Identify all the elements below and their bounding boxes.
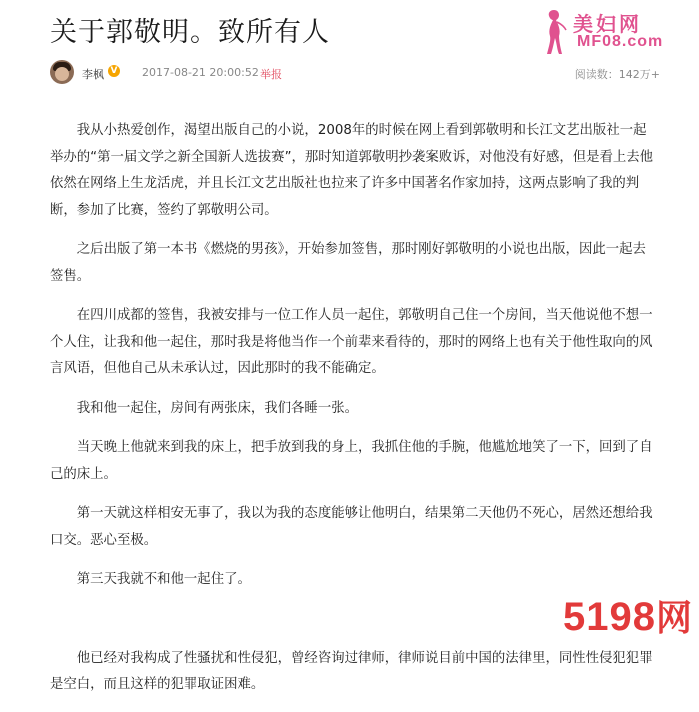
logo-en-text: MF08.com [577,33,664,50]
publish-date: 2017-08-21 20:00:52 [142,66,259,79]
article-title: 关于郭敬明。致所有人 [50,17,330,48]
paragraph: 他已经对我构成了性骚扰和性侵犯，曾经咨询过律师，律师说目前中国的法律里，同性性侵犯犯罪是空白，而且这样的犯罪取证困难。 [50,650,653,692]
article-meta [50,60,660,86]
avatar[interactable] [50,60,74,84]
site-logo [537,6,687,58]
verified-badge-icon: V [108,65,120,77]
read-count-label: 阅读数： [574,68,619,81]
watermark-number: 5198 [563,595,656,639]
paragraph: 之后出版了第一本书《燃烧的男孩》，开始参加签售，那时刚好郭敬明的小说也出版，因此一起去签售。 [50,242,646,284]
watermark-logo [563,590,693,641]
watermark-char: 网 [655,597,693,638]
woman-silhouette-icon [537,6,571,58]
paragraph: 当天晚上他就来到我的床上，把手放到我的身上，我抓住他的手腕，他尴尬地笑了一下，回到了自己的床上。 [50,440,653,482]
logo-cn-text: 美妇网 [573,12,642,36]
paragraph: 第一天就这样相安无事了，我以为我的态度能够让他明白，结果第二天他仍不死心，居然还想给我口交。恶心至极。 [50,506,653,548]
read-count-value: 142万+ [618,68,660,81]
paragraph: 第三天我就不和他一起住了。 [76,572,251,587]
author-name[interactable]: 李枫 [82,68,104,81]
paragraph: 我和他一起住，房间有两张床，我们各睡一张。 [76,400,358,416]
paragraph: 在四川成都的签售，我被安排与一位工作人员一起住，郭敬明自己住一个房间，当天他说他不想一个人住，让我和他一起住，那时我是将他当作一个前辈来看待的，那时的网络上也有关于他性取向的风言风语，但他自己从未承认过，因此那时的我不能确定。 [50,308,653,376]
read-count [575,66,660,82]
paragraph: 我从小热爱创作，渴望出版自己的小说，2008年的时候在网上看到郭敬明和长江文艺出版社一起举办的“第一届文学之新全国新人选拔赛”，那时知道郭敬明抄袭案败诉，对他没有好感，但是看上去他依然在网络上生龙活虎，并且长江文艺出版社也拉来了许多中国著名作家加持，这两点影响了我的判断，参加了比赛，签约了郭敬明公司。 [50,123,654,218]
report-link[interactable]: 举报 [260,68,282,81]
